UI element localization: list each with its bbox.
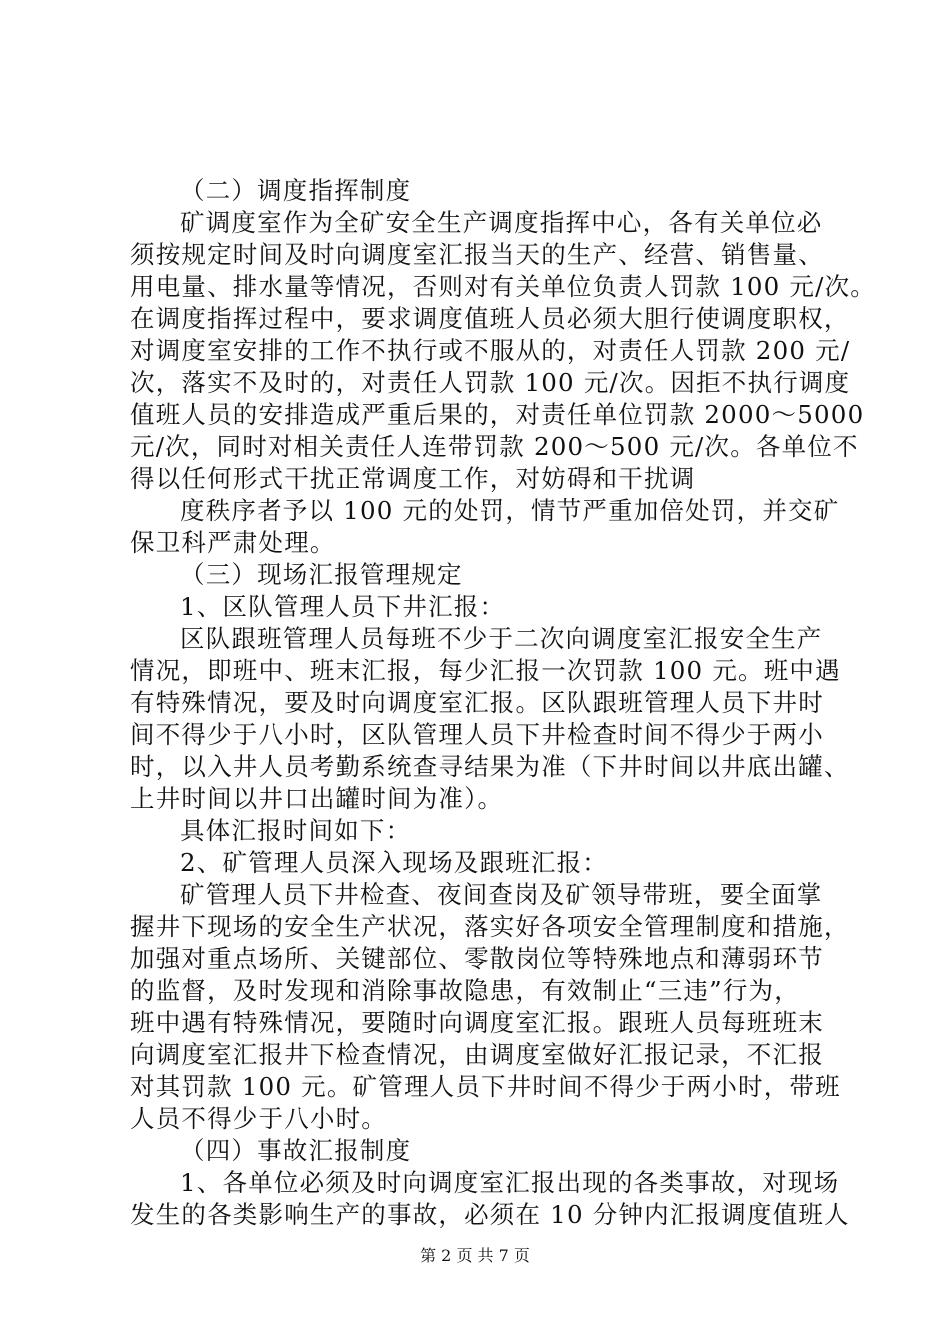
- paragraph-line: 间不得少于八小时，区队管理人员下井检查时间不得少于两小: [130, 720, 824, 749]
- paragraph-line: 值班人员的安排造成严重后果的，对责任单位罚款 2000～5000: [130, 400, 865, 429]
- paragraph-line: 发生的各类影响生产的事故，必须在 10 分钟内汇报调度值班人: [130, 1200, 850, 1229]
- paragraph-line: 人员不得少于八小时。: [130, 1104, 387, 1133]
- paragraph-line: 在调度指挥过程中，要求调度值班人员必须大胆行使调度职权，: [130, 304, 850, 333]
- paragraph-line: 1、各单位必须及时向调度室汇报出现的各类事故，对现场: [180, 1168, 840, 1197]
- paragraph-line: 的监督，及时发现和消除事故隐患，有效制止“三违”行为，: [130, 976, 800, 1005]
- paragraph-line: 矿调度室作为全矿安全生产调度指挥中心，各有关单位必: [180, 208, 823, 237]
- paragraph-line: 具体汇报时间如下：: [180, 816, 412, 845]
- subsection-heading: 2、矿管理人员深入现场及跟班汇报：: [180, 848, 608, 877]
- paragraph-line: 矿管理人员下井检查、夜间查岗及矿领导带班，要全面掌: [180, 880, 823, 909]
- paragraph-line: 上井时间以井口出罐时间为准）。: [130, 784, 504, 813]
- page-footer: 第 2 页 共 7 页: [420, 1246, 530, 1265]
- paragraph-line: 区队跟班管理人员每班不少于二次向调度室汇报安全生产: [180, 624, 823, 653]
- paragraph-line: 班中遇有特殊情况，要随时向调度室汇报。跟班人员每班班末: [130, 1008, 824, 1037]
- paragraph-line: 向调度室汇报井下检查情况，由调度室做好汇报记录，不汇报: [130, 1040, 824, 1069]
- paragraph-line: 保卫科严肃处理。: [130, 528, 336, 557]
- section-heading-3: （三）现场汇报管理规定: [180, 560, 463, 589]
- paragraph-line: 时，以入井人员考勤系统查寻结果为准（下井时间以井底出罐、: [130, 752, 850, 781]
- paragraph-line: 元/次，同时对相关责任人连带罚款 200～500 元/次。各单位不: [130, 432, 859, 461]
- paragraph-line: 用电量、排水量等情况，否则对有关单位负责人罚款 100 元/次。: [130, 272, 876, 301]
- subsection-heading: 1、区队管理人员下井汇报：: [180, 592, 506, 621]
- section-heading-2: （二）调度指挥制度: [180, 176, 412, 205]
- paragraph-line: 握井下现场的安全生产状况，落实好各项安全管理制度和措施，: [130, 912, 850, 941]
- paragraph-line: 有特殊情况，要及时向调度室汇报。区队跟班管理人员下井时: [130, 688, 824, 717]
- paragraph-line: 加强对重点场所、关键部位、零散岗位等特殊地点和薄弱环节: [130, 944, 824, 973]
- section-heading-4: （四）事故汇报制度: [180, 1136, 412, 1165]
- paragraph-line: 对其罚款 100 元。矿管理人员下井时间不得少于两小时，带班: [130, 1072, 841, 1101]
- paragraph-line: 度秩序者予以 100 元的处罚，情节严重加倍处罚，并交矿: [180, 496, 840, 525]
- paragraph-line: 得以任何形式干扰正常调度工作，对妨碍和干扰调: [130, 464, 696, 493]
- paragraph-line: 须按规定时间及时向调度室汇报当天的生产、经营、销售量、: [130, 240, 824, 269]
- paragraph-line: 情况，即班中、班末汇报，每少汇报一次罚款 100 元。班中遇: [130, 656, 841, 685]
- paragraph-line: 次，落实不及时的，对责任人罚款 100 元/次。因拒不执行调度: [130, 368, 851, 397]
- paragraph-line: 对调度室安排的工作不执行或不服从的，对责任人罚款 200 元/: [130, 336, 851, 365]
